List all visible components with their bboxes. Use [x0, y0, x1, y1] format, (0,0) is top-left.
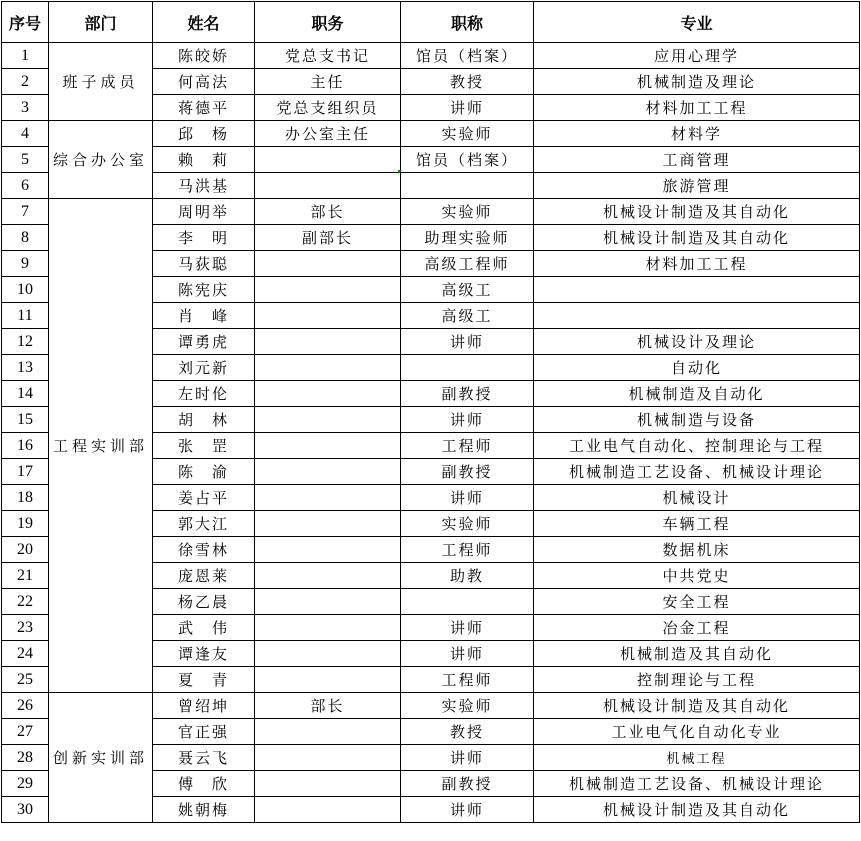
row-number: 19: [2, 511, 49, 537]
title-cell: 馆员（档案）: [401, 43, 534, 69]
header-title: 职称: [401, 2, 534, 43]
row-number: 30: [2, 797, 49, 823]
header-name: 姓名: [153, 2, 255, 43]
major-cell: 机械设计制造及其自动化: [534, 797, 860, 823]
row-number: 11: [2, 303, 49, 329]
post-cell: 主任: [255, 69, 401, 95]
title-cell: 实验师: [401, 693, 534, 719]
major-cell: 控制理论与工程: [534, 667, 860, 693]
title-cell: 教授: [401, 69, 534, 95]
major-cell: 机械制造及其自动化: [534, 641, 860, 667]
post-cell: [255, 173, 401, 199]
name-cell: 郭大江: [153, 511, 255, 537]
major-cell: 旅游管理: [534, 173, 860, 199]
row-number: 6: [2, 173, 49, 199]
name-cell: 杨乙晨: [153, 589, 255, 615]
post-cell: [255, 407, 401, 433]
name-cell: 谭逢友: [153, 641, 255, 667]
row-number: 29: [2, 771, 49, 797]
title-cell: 讲师: [401, 641, 534, 667]
name-cell: 马荻聪: [153, 251, 255, 277]
name-cell: 陈皎娇: [153, 43, 255, 69]
major-cell: 车辆工程: [534, 511, 860, 537]
post-cell: 党总支组织员: [255, 95, 401, 121]
row-number: 24: [2, 641, 49, 667]
row-number: 7: [2, 199, 49, 225]
post-cell: [255, 589, 401, 615]
row-number: 22: [2, 589, 49, 615]
name-cell: 陈 渝: [153, 459, 255, 485]
row-number: 25: [2, 667, 49, 693]
name-cell: 夏 青: [153, 667, 255, 693]
post-cell: 党总支书记: [255, 43, 401, 69]
title-cell: 副教授: [401, 771, 534, 797]
major-cell: 材料加工工程: [534, 251, 860, 277]
title-cell: 讲师: [401, 745, 534, 771]
major-cell: 中共党史: [534, 563, 860, 589]
title-cell: 讲师: [401, 329, 534, 355]
title-cell: 馆员（档案）: [401, 147, 534, 173]
post-cell: [255, 797, 401, 823]
title-cell: 工程师: [401, 433, 534, 459]
post-cell: 办公室主任: [255, 121, 401, 147]
row-number: 16: [2, 433, 49, 459]
table-row: [2, 43, 860, 69]
major-cell: 工商管理: [534, 147, 860, 173]
major-cell: 机械工程: [534, 745, 860, 771]
table-row: [2, 199, 860, 225]
name-cell: 胡 林: [153, 407, 255, 433]
title-cell: 讲师: [401, 615, 534, 641]
post-cell: [255, 277, 401, 303]
title-cell: 副教授: [401, 381, 534, 407]
header-dept: 部门: [49, 2, 153, 43]
title-cell: 工程师: [401, 667, 534, 693]
row-number: 4: [2, 121, 49, 147]
header-major: 专业: [534, 2, 860, 43]
post-cell: 部长: [255, 693, 401, 719]
title-cell: [401, 173, 534, 199]
post-cell: [255, 745, 401, 771]
row-number: 3: [2, 95, 49, 121]
name-cell: 姚朝梅: [153, 797, 255, 823]
name-cell: 刘元新: [153, 355, 255, 381]
post-cell: [255, 641, 401, 667]
name-cell: 马洪基: [153, 173, 255, 199]
major-cell: [534, 277, 860, 303]
post-cell: [255, 719, 401, 745]
title-cell: 实验师: [401, 511, 534, 537]
department-cell: 班子成员: [49, 43, 153, 121]
row-number: 27: [2, 719, 49, 745]
row-number: 10: [2, 277, 49, 303]
post-cell: [255, 667, 401, 693]
major-cell: 机械制造与设备: [534, 407, 860, 433]
major-cell: 机械制造工艺设备、机械设计理论: [534, 771, 860, 797]
major-cell: 安全工程: [534, 589, 860, 615]
post-cell: [255, 433, 401, 459]
major-cell: 应用心理学: [534, 43, 860, 69]
post-cell: [255, 459, 401, 485]
name-cell: 陈宪庆: [153, 277, 255, 303]
post-cell: 副部长: [255, 225, 401, 251]
title-cell: 教授: [401, 719, 534, 745]
row-number: 26: [2, 693, 49, 719]
post-cell: [255, 537, 401, 563]
title-cell: 副教授: [401, 459, 534, 485]
row-number: 21: [2, 563, 49, 589]
post-cell: [255, 485, 401, 511]
name-cell: 官正强: [153, 719, 255, 745]
row-number: 8: [2, 225, 49, 251]
row-number: 1: [2, 43, 49, 69]
table-row: [2, 693, 860, 719]
name-cell: 傅 欣: [153, 771, 255, 797]
name-cell: 何高法: [153, 69, 255, 95]
name-cell: 左时伦: [153, 381, 255, 407]
row-number: 17: [2, 459, 49, 485]
name-cell: 赖 莉: [153, 147, 255, 173]
title-cell: 高级工程师: [401, 251, 534, 277]
title-cell: 助理实验师: [401, 225, 534, 251]
title-cell: 助教: [401, 563, 534, 589]
major-cell: 机械设计制造及其自动化: [534, 225, 860, 251]
post-cell: [255, 147, 401, 173]
staff-table: [1, 1, 860, 823]
post-cell: [255, 511, 401, 537]
table-row: [2, 121, 860, 147]
major-cell: 机械设计制造及其自动化: [534, 199, 860, 225]
name-cell: 邱 杨: [153, 121, 255, 147]
title-cell: 讲师: [401, 407, 534, 433]
department-cell: 工程实训部: [49, 199, 153, 693]
major-cell: 机械制造及自动化: [534, 381, 860, 407]
name-cell: 聂云飞: [153, 745, 255, 771]
row-number: 14: [2, 381, 49, 407]
post-cell: [255, 615, 401, 641]
row-number: 5: [2, 147, 49, 173]
row-number: 13: [2, 355, 49, 381]
title-cell: [401, 589, 534, 615]
name-cell: 庞恩莱: [153, 563, 255, 589]
department-cell: 综合办公室: [49, 121, 153, 199]
name-cell: 蒋德平: [153, 95, 255, 121]
row-number: 2: [2, 69, 49, 95]
row-number: 18: [2, 485, 49, 511]
post-cell: [255, 381, 401, 407]
major-cell: 自动化: [534, 355, 860, 381]
title-cell: 讲师: [401, 95, 534, 121]
title-cell: [401, 355, 534, 381]
name-cell: 肖 峰: [153, 303, 255, 329]
post-cell: [255, 251, 401, 277]
post-cell: [255, 771, 401, 797]
post-cell: [255, 355, 401, 381]
major-cell: 机械制造工艺设备、机械设计理论: [534, 459, 860, 485]
major-cell: 工业电气自动化、控制理论与工程: [534, 433, 860, 459]
post-cell: [255, 563, 401, 589]
row-number: 23: [2, 615, 49, 641]
name-cell: 武 伟: [153, 615, 255, 641]
major-cell: 工业电气化自动化专业: [534, 719, 860, 745]
name-cell: 周明举: [153, 199, 255, 225]
title-cell: 讲师: [401, 485, 534, 511]
row-number: 28: [2, 745, 49, 771]
title-cell: 高级工: [401, 277, 534, 303]
major-cell: 冶金工程: [534, 615, 860, 641]
department-cell: 创新实训部: [49, 693, 153, 823]
major-cell: 机械制造及理论: [534, 69, 860, 95]
name-cell: 徐雪林: [153, 537, 255, 563]
post-cell: [255, 329, 401, 355]
major-cell: [534, 303, 860, 329]
header-row: [2, 2, 860, 43]
row-number: 15: [2, 407, 49, 433]
major-cell: 数据机床: [534, 537, 860, 563]
title-cell: 讲师: [401, 797, 534, 823]
header-no: 序号: [2, 2, 49, 43]
name-cell: 曾绍坤: [153, 693, 255, 719]
row-number: 20: [2, 537, 49, 563]
major-cell: 机械设计制造及其自动化: [534, 693, 860, 719]
name-cell: 谭勇虎: [153, 329, 255, 355]
name-cell: 张 罡: [153, 433, 255, 459]
name-cell: 姜占平: [153, 485, 255, 511]
major-cell: 材料学: [534, 121, 860, 147]
post-cell: 部长: [255, 199, 401, 225]
name-cell: 李 明: [153, 225, 255, 251]
row-number: 9: [2, 251, 49, 277]
major-cell: 机械设计及理论: [534, 329, 860, 355]
row-number: 12: [2, 329, 49, 355]
title-cell: 实验师: [401, 121, 534, 147]
title-cell: 高级工: [401, 303, 534, 329]
header-post: 职务: [255, 2, 401, 43]
title-cell: 实验师: [401, 199, 534, 225]
title-cell: 工程师: [401, 537, 534, 563]
post-cell: [255, 303, 401, 329]
major-cell: 材料加工工程: [534, 95, 860, 121]
major-cell: 机械设计: [534, 485, 860, 511]
